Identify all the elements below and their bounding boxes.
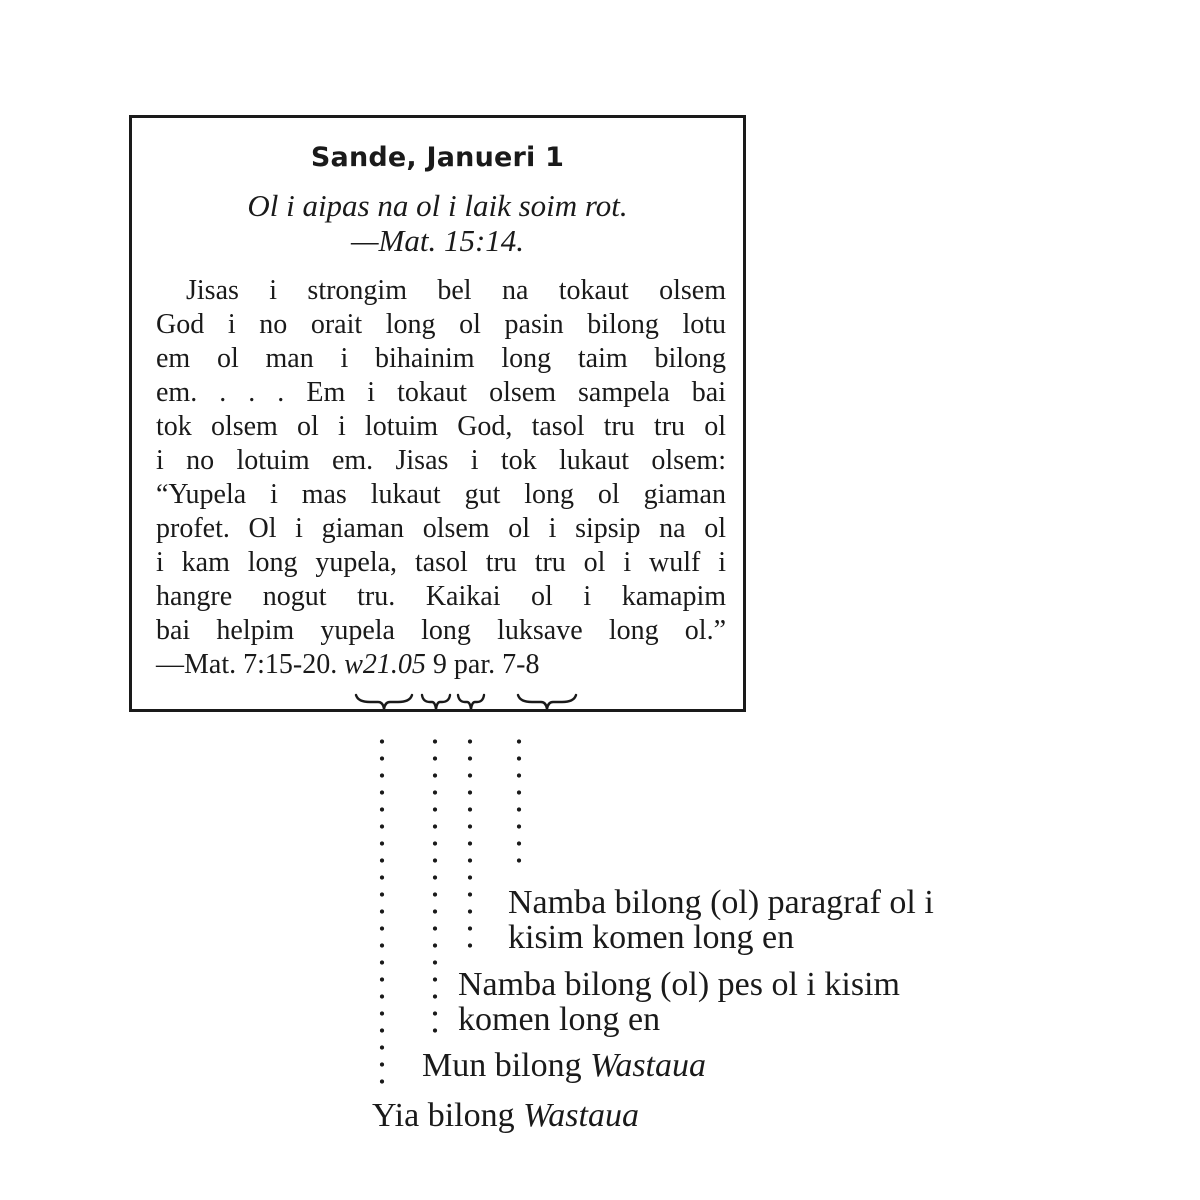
body-line: tok olsem ol i lotuim God, tasol tru tru ol (156, 411, 726, 442)
label-page-line1: Namba bilong (ol) pes ol i kisim (458, 966, 900, 1003)
leader-paragraph (516, 733, 522, 873)
brace-month (456, 693, 486, 713)
label-paragraph-line2: kisim komen long en (508, 919, 795, 956)
daily-text-card (129, 115, 746, 712)
body-line: “Yupela i mas lukaut gut long ol giaman (156, 479, 726, 510)
card-verse (132, 188, 743, 258)
leader-month (432, 733, 438, 1033)
leader-year (379, 733, 385, 1085)
body-line: bai helpim yupela long luksave long ol.” (156, 615, 726, 646)
label-year-text (372, 1098, 639, 1133)
body-line: hangre nogut tru. Kaikai ol i kamapim (156, 581, 726, 612)
brace-publication (354, 693, 414, 713)
label-page (458, 967, 900, 1037)
card-body (156, 274, 726, 682)
publication-code: w21.05 (344, 649, 426, 680)
label-page-line2: komen long en (458, 1001, 661, 1038)
leader-page (467, 733, 473, 953)
label-month (422, 1048, 706, 1083)
label-paragraph-line1: Namba bilong (ol) paragraf ol i (508, 884, 934, 921)
scripture-reference: —Mat. 7:15-20. (156, 649, 338, 680)
label-year (372, 1098, 639, 1133)
label-month-prefix: Mun bilong (422, 1047, 591, 1084)
label-paragraph (508, 885, 934, 955)
verse-text: Ol i aipas na ol i laik soim rot. (247, 188, 628, 223)
body-line: i kam long yupela, tasol tru tru ol i wulf i (156, 547, 726, 578)
body-line: profet. Ol i giaman olsem ol i sipsip na ol (156, 513, 726, 544)
card-date: Sande, Janueri 1 (310, 142, 565, 173)
body-line: em ol man i bihainim long taim bilong (156, 343, 726, 374)
page-number: 9 (432, 649, 447, 680)
reference-line (156, 648, 726, 682)
label-month-italic: Wastaua (590, 1047, 707, 1084)
body-line: i no lotuim em. Jisas i tok lukaut olsem: (156, 445, 726, 476)
label-year-italic: Wastaua (523, 1097, 639, 1134)
body-line: em. . . . Em i tokaut olsem sampela bai (156, 377, 726, 408)
brace-paragraph (516, 693, 578, 713)
label-month-text (422, 1048, 706, 1083)
verse-citation: —Mat. 15:14. (350, 223, 525, 258)
label-year-prefix: Yia bilong (372, 1097, 524, 1134)
body-line: God i no orait long ol pasin bilong lotu (156, 309, 726, 340)
brace-page (420, 693, 452, 713)
body-line: Jisas i strongim bel na tokaut olsem (186, 275, 726, 306)
paragraph-number: par. 7-8 (453, 649, 540, 680)
